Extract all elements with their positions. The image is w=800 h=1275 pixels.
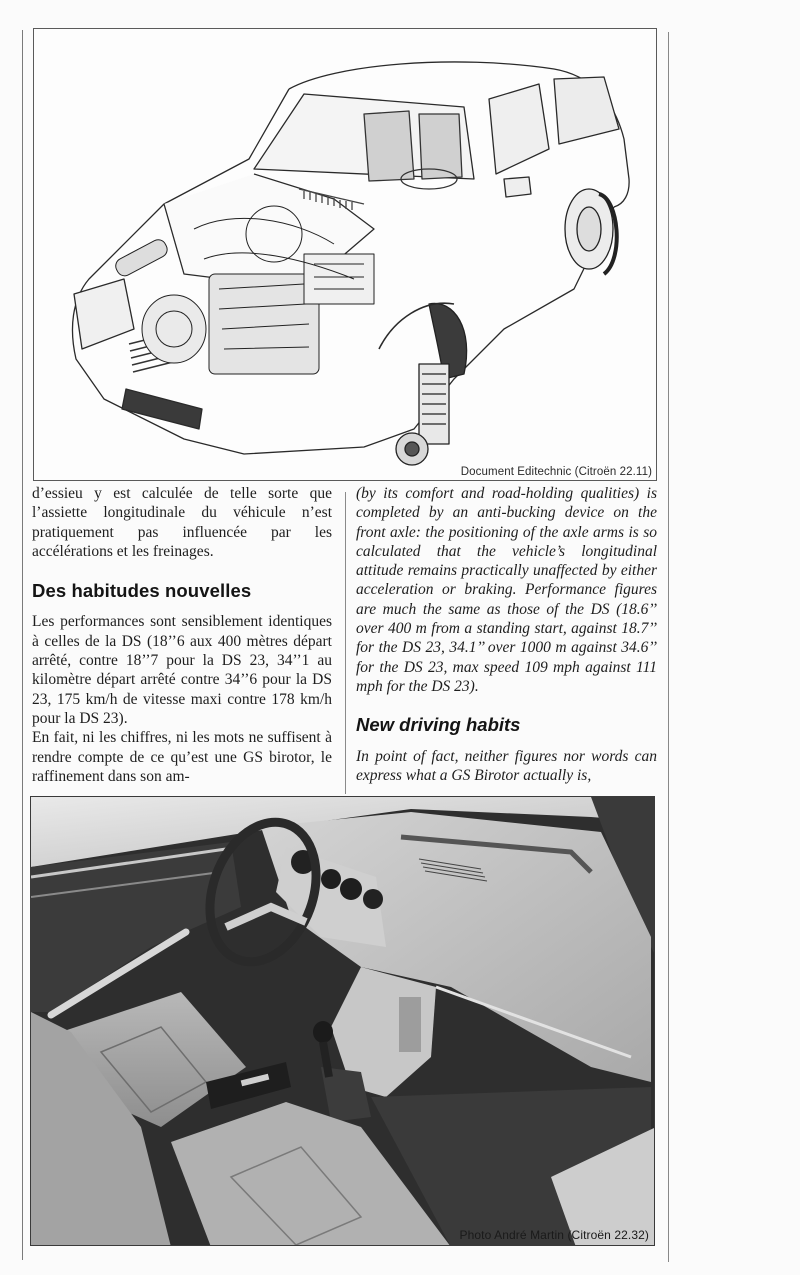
english-paragraph-1: (by its comfort and road-holding qualities) is completed by an anti-bucking device on the front axle: the positioning of the axle arms is so calculated that the vehicle’s longitudinal attitude remains practically unaffected by either acceleration or braking. Performance figures are much the same as those of the DS (18.6’’ over 400 m from a standing start, against 18.7’’ for the DS 23, 34.1’’ over 1000 m against 34.6’’ for the DS 23, max speed 109 mph against 111 mph for the DS 23).	[356, 485, 657, 695]
french-section-heading: Des habitudes nouvelles	[32, 580, 252, 602]
english-paragraph-2: In point of fact, neither figures nor words can express what a GS Birotor actually is,	[356, 747, 657, 784]
interior-photo	[31, 797, 655, 1246]
car-front-wheel	[396, 303, 467, 465]
cutaway-caption: Document Editechnic (Citroën 22.11)	[460, 466, 652, 478]
car-rear-wheel	[565, 189, 617, 274]
interior-photo-figure	[30, 796, 655, 1246]
french-paragraph-2: Les performances sont sensiblement identiques à celles de la DS (18’’6 aux 400 mètres départ arrêté, contre 18’’7 pour la DS 23, 34’’1 au kilomètre départ arrêté contre 34’’6 pour la DS 23, 175 km/h de vitesse maxi contre 178 km/h pour la DS 23).	[32, 613, 332, 727]
french-paragraph-1: d’essieu y est calculée de telle sorte que l’assiette longitudinale du véhicule n’est pratiquement pas influencée par les accélérations et les freinages.	[32, 485, 332, 560]
gauge-2	[321, 869, 341, 889]
gauge-4	[363, 889, 383, 909]
car-headlight	[74, 279, 134, 349]
cutaway-figure	[33, 28, 657, 481]
english-column	[356, 484, 657, 785]
car-side-window-rear	[554, 77, 619, 144]
page-margin-rule-left	[22, 30, 23, 1260]
gauge-3	[340, 878, 362, 900]
interior-photo-caption: Photo André Martin (Citroën 22.32)	[459, 1228, 649, 1242]
english-section-heading: New driving habits	[356, 714, 521, 736]
french-paragraph-3: En fait, ni les chiffres, ni les mots ne suffisent à rendre compte de ce qu’est une GS birotor, le raffinement dans son am-	[32, 729, 332, 785]
column-divider-rule	[345, 492, 346, 794]
car-side-window-front	[489, 84, 549, 174]
cutaway-car-illustration	[34, 29, 657, 481]
french-column	[32, 484, 332, 786]
console-switch-panel	[399, 997, 421, 1052]
page-margin-rule-right	[668, 32, 669, 1262]
car-side-mirror	[504, 177, 531, 197]
car-number-plate	[122, 389, 202, 429]
